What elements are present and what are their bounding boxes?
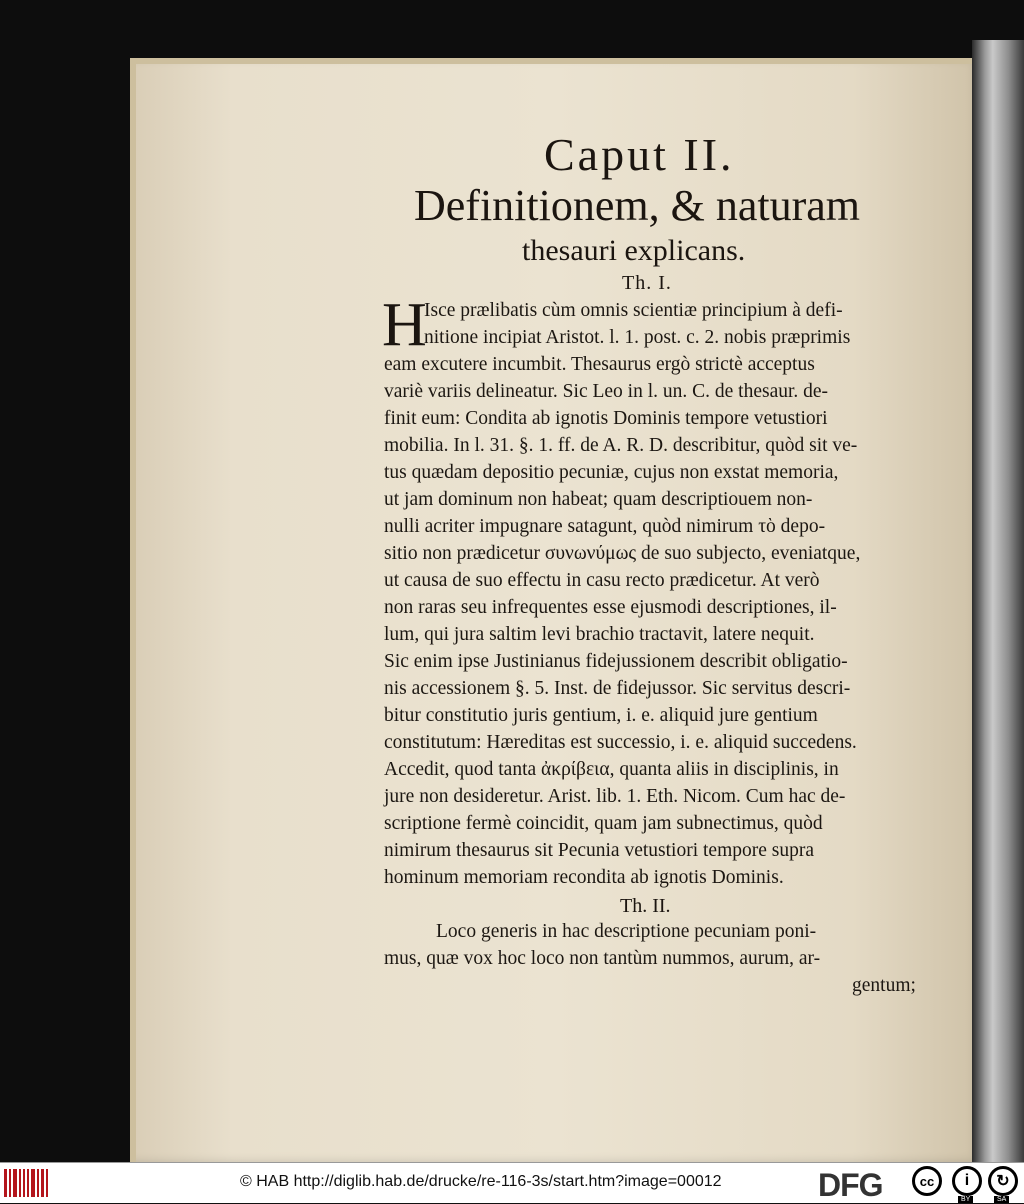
text-line: mobilia. In l. 31. §. 1. ff. de A. R. D. describitur, quòd sit ve- [384, 435, 858, 456]
text-line: lum, qui jura saltim levi brachio tractavit, latere nequit. [384, 624, 815, 645]
chapter-subtitle-line-1: Definitionem, & naturam [414, 181, 860, 230]
drop-cap: H [382, 291, 427, 359]
text-line: Isce prælibatis cùm omnis scientiæ principium à defi- [424, 300, 843, 321]
by-label: BY [958, 1196, 973, 1203]
text-line: tus quædam depositio pecuniæ, cujus non exstat memoria, [384, 462, 839, 483]
text-line: constitutum: Hæreditas est successio, i. e. aliquid succedens. [384, 732, 857, 753]
by-icon: i [952, 1166, 982, 1196]
dfg-logo: DFG [818, 1167, 883, 1203]
text-line: nulli acriter impugnare satagunt, quòd nimirum τὸ depo- [384, 516, 826, 537]
chapter-title: Caput II. [544, 129, 735, 180]
sa-icon: ↻ [988, 1166, 1018, 1196]
text-line: bitur constitutio juris gentium, i. e. aliquid jure gentium [384, 705, 818, 726]
text-line: hominum memoriam recondita ab ignotis Dominis. [384, 867, 784, 888]
text-line: non raras seu infrequentes esse ejusmodi descriptiones, il- [384, 597, 837, 618]
library-barcode-icon [4, 1169, 48, 1197]
catchword: gentum; [852, 975, 916, 996]
text-line: nitione incipiat Aristot. l. 1. post. c. 2. nobis præprimis [424, 327, 851, 348]
thesis-1-heading: Th. I. [622, 272, 672, 294]
text-line: sitio non prædicetur συνωνύμως de suo subjecto, eveniatque, [384, 543, 861, 564]
text-line: scriptione fermè coincidit, quam jam subnectimus, quòd [384, 813, 823, 834]
text-line: jure non desideretur. Arist. lib. 1. Eth. Nicom. Cum hac de- [384, 786, 846, 807]
text-line: variè variis delineatur. Sic Leo in l. un. C. de thesaur. de- [384, 381, 829, 402]
text-line: finit eum: Condita ab ignotis Dominis tempore vetustiori [384, 408, 828, 429]
thesis-2-heading: Th. II. [620, 895, 671, 917]
text-line: Sic enim ipse Justinianus fidejussionem describit obligatio- [384, 651, 848, 672]
text-line: ut jam dominum non habeat; quam descriptiouem non- [384, 489, 813, 510]
footer-bar [0, 1162, 1024, 1203]
sa-label: SA [994, 1196, 1009, 1203]
text-line: nimirum thesaurus sit Pecunia vetustiori tempore supra [384, 840, 814, 861]
text-line: ut causa de suo effectu in casu recto prædicetur. At verò [384, 570, 820, 591]
cc-icon: cc [912, 1166, 942, 1196]
text-line: Loco generis in hac descriptione pecuniam poni- [436, 921, 817, 942]
text-line: mus, quæ vox hoc loco non tantùm nummos, aurum, ar- [384, 948, 821, 969]
source-link[interactable]: © HAB http://diglib.hab.de/drucke/re-116-3s/start.htm?image=00012 [240, 1173, 722, 1190]
text-line: eam excutere incumbit. Thesaurus ergò strictè acceptus [384, 354, 815, 375]
chapter-subtitle-line-2: thesauri explicans. [522, 234, 746, 267]
text-line: nis accessionem §. 5. Inst. de fidejussor. Sic servitus descri- [384, 678, 851, 699]
page-edge [972, 40, 1024, 1162]
text-line: Accedit, quod tanta ἀκρίβεια, quanta aliis in disciplinis, in [384, 759, 839, 780]
